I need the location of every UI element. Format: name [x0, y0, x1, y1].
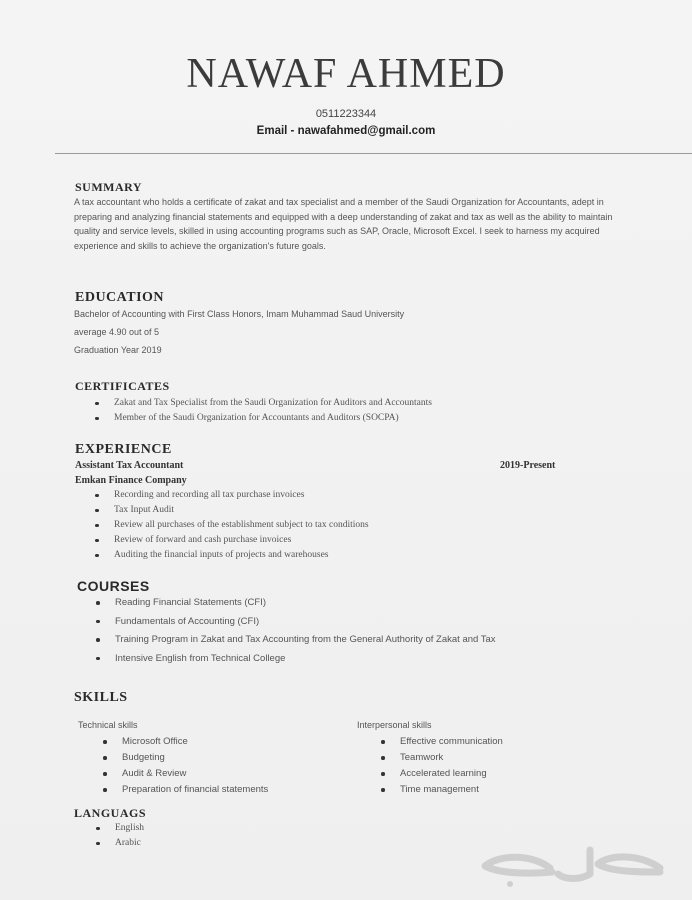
list-item: Microsoft Office — [100, 734, 268, 750]
list-item: Effective communication — [378, 734, 503, 750]
list-item: Audit & Review — [100, 766, 268, 782]
list-item: English — [93, 821, 144, 836]
education-graduation-year: Graduation Year 2019 — [74, 345, 162, 355]
list-item: Arabic — [93, 836, 144, 851]
phone-number: 0511223344 — [315, 108, 377, 120]
list-item: Teamwork — [378, 750, 503, 766]
list-item: Time management — [378, 782, 503, 798]
list-item: Budgeting — [100, 750, 268, 766]
list-item: Tax Input Audit — [92, 503, 369, 518]
list-item: Member of the Saudi Organization for Accountants and Auditors (SOCPA) — [92, 411, 432, 426]
certificates-list — [92, 396, 432, 426]
email-address: Email - nawafahmed@gmail.com — [256, 125, 436, 137]
header-divider — [55, 153, 692, 154]
summary-text: A tax accountant who holds a certificate of zakat and tax specialist and a member of the Saudi Organization for Accountants, adept in preparing and analyzing financial statements and equipped with a deep understanding of zakat and tax as well as the ability to maintain quality and service levels, skilled in using accounting programs such as SAP, Oracle, Microsoft Excel. I seek to harness my acquired experience and skills to achieve the organization's future goals. — [74, 197, 613, 251]
list-item: Intensive English from Technical College — [93, 650, 496, 669]
education-average: average 4.90 out of 5 — [74, 327, 160, 337]
certificates-heading: CERTIFICATES — [75, 379, 170, 393]
education-heading: EDUCATION — [75, 290, 165, 305]
experience-list — [92, 488, 369, 563]
list-item: Recording and recording all tax purchase invoices — [92, 488, 369, 503]
job-period: 2019-Present — [500, 460, 556, 471]
list-item: Auditing the financial inputs of projects and warehouses — [92, 548, 369, 563]
company-name: Emkan Finance Company — [75, 475, 187, 486]
technical-skills-list — [100, 734, 268, 798]
haraj-watermark-logo — [470, 840, 670, 890]
list-item: Review of forward and cash purchase invoices — [92, 533, 369, 548]
job-title: Assistant Tax Accountant — [75, 460, 184, 471]
list-item: Fundamentals of Accounting (CFI) — [93, 613, 496, 632]
list-item: Reading Financial Statements (CFI) — [93, 594, 496, 613]
interpersonal-skills-label: Interpersonal skills — [357, 720, 432, 730]
education-degree: Bachelor of Accounting with First Class Honors, Imam Muhammad Saud University — [74, 309, 405, 319]
list-item: Preparation of financial statements — [100, 782, 268, 798]
skills-heading: SKILLS — [74, 690, 128, 705]
courses-list — [93, 594, 496, 668]
list-item: Training Program in Zakat and Tax Accounting from the General Authority of Zakat and Tax — [93, 631, 496, 650]
summary-heading: SUMMARY — [75, 180, 143, 194]
candidate-name: NAWAF AHMED — [186, 51, 506, 97]
list-item: Review all purchases of the establishment subject to tax conditions — [92, 518, 369, 533]
interpersonal-skills-list — [378, 734, 503, 798]
languages-heading: LANGUAGS — [74, 806, 147, 820]
technical-skills-label: Technical skills — [78, 720, 138, 730]
courses-heading: COURSES — [77, 578, 150, 594]
experience-heading: EXPERIENCE — [75, 442, 172, 457]
list-item: Accelerated learning — [378, 766, 503, 782]
list-item: Zakat and Tax Specialist from the Saudi Organization for Auditors and Accountants — [92, 396, 432, 411]
languages-list — [93, 821, 144, 851]
